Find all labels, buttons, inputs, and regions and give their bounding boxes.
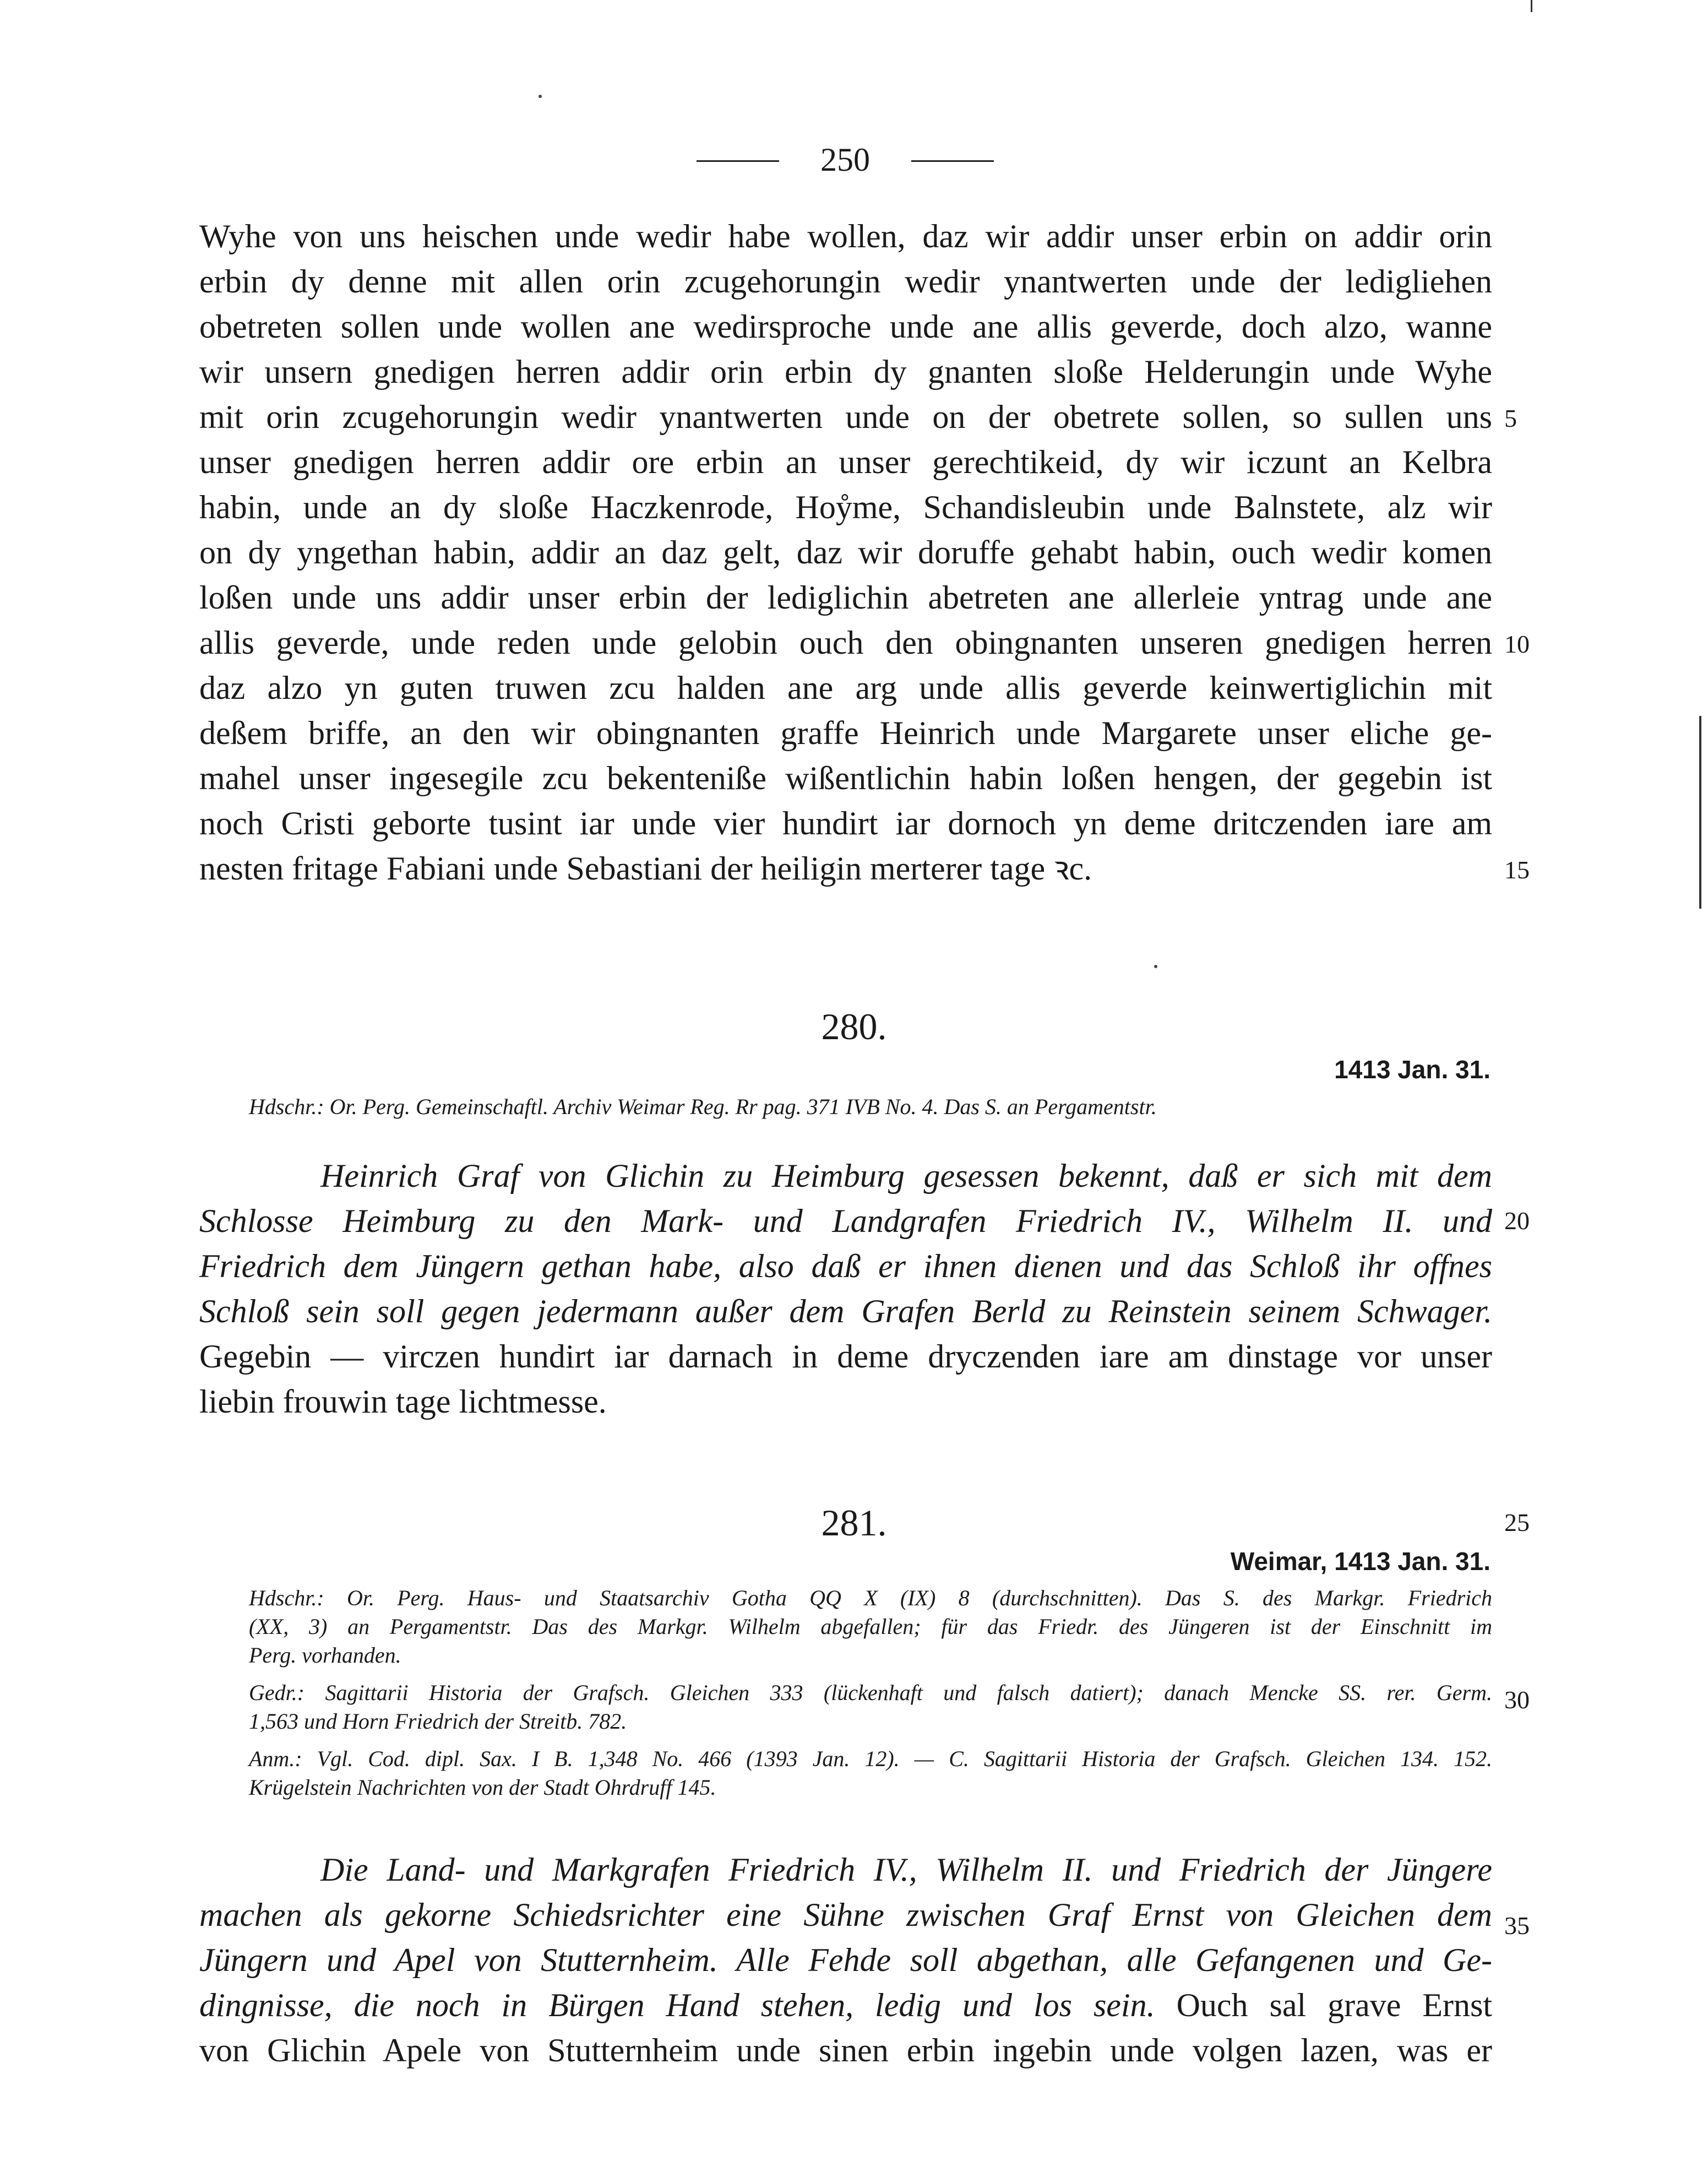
source-notes-281: [249, 1584, 1492, 1811]
document-280-text: [199, 1153, 1492, 1424]
source-entry-gedr: [249, 1679, 1492, 1736]
text-line: deßem briffe, an den wir obingnanten graffe Heinrich unde Margarete unser eliche ge-: [199, 715, 1492, 751]
text-line: nesten fritage Fabiani unde Sebastiani der heiligin merterer tage ꝛc.: [199, 850, 1092, 887]
line-number: 35: [1504, 1912, 1530, 1940]
text-line: liebin frouwin tage lichtmesse.: [199, 1383, 607, 1420]
page-header: [697, 135, 994, 184]
source-entry-hdschr: [249, 1584, 1492, 1670]
source-line: Hdschr.: Or. Perg. Haus- und Staatsarchiv Gotha QQ X (IX) 8 (durchschnitten). Das S. des Markgr. Friedrich: [249, 1585, 1492, 1610]
continuation-text: [199, 214, 1492, 891]
text-line: mahel unser ingesegile zcu bekenteniße wißentlichin habin loßen hengen, der gegebin ist: [199, 760, 1492, 796]
summary-line: Heinrich Graf von Glichin zu Heimburg gesessen bekennt, daß er sich mit dem: [320, 1158, 1492, 1194]
summary-line: Schloß sein soll gegen jedermann außer dem Grafen Berld zu Reinstein seinem Schwager.: [199, 1293, 1492, 1329]
line-number: 30: [1504, 1686, 1530, 1714]
text-line: Wyhe von uns heischen unde wedir habe wollen, daz wir addir unser erbin on addir orin: [199, 218, 1492, 254]
speck: [1154, 965, 1157, 968]
source-entry-anm: [249, 1745, 1492, 1802]
source-note-280: Hdschr.: Or. Perg. Gemeinschaftl. Archiv Weimar Reg. Rr pag. 371 IVB No. 4. Das S. an Pergamentstr.: [249, 1094, 1157, 1119]
text-line: von Glichin Apele von Stutternheim unde sinen erbin ingebin unde volgen lazen, was er: [199, 2032, 1492, 2068]
summary-line: Jüngern und Apel von Stutternheim. Alle Fehde soll abgethan, alle Gefangenen und Ge-: [199, 1942, 1492, 1978]
source-line: 1,563 und Horn Friedrich der Streitb. 782.: [249, 1709, 627, 1734]
source-line: Gedr.: Sagittarii Historia der Grafsch. Gleichen 333 (lückenhaft und falsch datiert); danach Mencke SS. rer. Germ.: [249, 1680, 1492, 1705]
source-line: Perg. vorhanden.: [249, 1643, 401, 1668]
summary-line: Die Land- und Markgrafen Friedrich IV., Wilhelm II. und Friedrich der Jüngere: [320, 1851, 1492, 1888]
text-line: Gegebin — virczen hundirt iar darnach in deme dryczenden iare am dinstage vor unser: [199, 1338, 1492, 1375]
line-number: 10: [1504, 630, 1530, 658]
document-281-text: [199, 1847, 1492, 2073]
line-number: 5: [1504, 404, 1517, 432]
summary-line: machen als gekorne Schiedsrichter eine Sühne zwischen Graf Ernst von Gleichen dem: [199, 1897, 1492, 1933]
document-date-281: Weimar, 1413 Jan. 31.: [1230, 1547, 1491, 1576]
summary-line: dingnisse, die noch in Bürgen Hand stehen, ledig und los sein.: [199, 1987, 1155, 2023]
source-line: (XX, 3) an Pergamentstr. Das des Markgr. Wilhelm abgefallen; für das Friedr. des Jüngeren ist der Einschnitt im: [249, 1614, 1492, 1639]
mixed-line: [199, 1983, 1492, 2028]
text-line: erbin dy denne mit allen orin zcugehorungin wedir ynantwerten unde der ledigliehen: [199, 263, 1492, 300]
line-number: 15: [1504, 856, 1530, 884]
source-line: Krügelstein Nachrichten von der Stadt Ohrdruff 145.: [249, 1775, 716, 1800]
text-line: daz alzo yn guten truwen zcu halden ane arg unde allis geverde keinwertiglichin mit: [199, 670, 1492, 706]
text-line: obetreten sollen unde wollen ane wedirsproche unde ane allis geverde, doch alzo, wanne: [199, 308, 1492, 345]
document-number-280: 280.: [821, 1006, 887, 1047]
summary-line: Schlosse Heimburg zu den Mark- und Landgrafen Friedrich IV., Wilhelm II. und: [199, 1203, 1492, 1239]
page-number: 250: [820, 142, 870, 178]
speck: [538, 95, 542, 98]
document-number-281: 281.: [821, 1502, 887, 1544]
source-line: Anm.: Vgl. Cod. dipl. Sax. I B. 1,348 No. 466 (1393 Jan. 12). — C. Sagittarii Historia der Grafsch. Gleichen 134. 152.: [249, 1746, 1492, 1771]
text-line: on dy yngethan habin, addir an daz gelt, daz wir doruffe gehabt habin, ouch wedir komen: [199, 534, 1492, 571]
text-line: wir unsern gnedigen herren addir orin erbin dy gnanten sloße Helderungin unde Wyhe: [199, 354, 1492, 390]
text-line: noch Cristi geborte tusint iar unde vier hundirt iar dornoch yn deme dritczenden iare am: [199, 805, 1492, 841]
summary-line: Friedrich dem Jüngern gethan habe, also daß er ihnen dienen und das Schloß ihr offnes: [199, 1248, 1492, 1284]
text-line: allis geverde, unde reden unde gelobin ouch den obingnanten unseren gnedigen herren: [199, 625, 1492, 661]
text-line: mit orin zcugehorungin wedir ynantwerten unde on der obetrete sollen, so sullen uns: [199, 399, 1492, 435]
header-rule-right: [911, 160, 994, 162]
document-date-280: 1413 Jan. 31.: [1334, 1055, 1491, 1084]
scan-edge-line: [1699, 716, 1701, 909]
text-line: loßen unde uns addir unser erbin der lediglichin abetreten ane allerleie yntrag unde ane: [199, 579, 1492, 616]
text-line: habin, unde an dy sloße Haczkenrode, Hoẙme, Schandisleubin unde Balnstete, alz wir: [199, 489, 1492, 525]
text-line: unser gnedigen herren addir ore erbin an unser gerechtikeid, dy wir iczunt an Kelbra: [199, 444, 1492, 480]
edge-mark: [1531, 0, 1532, 12]
line-number: 20: [1504, 1207, 1530, 1235]
text-fragment: Ouch sal grave Ernst: [1155, 1987, 1492, 2023]
line-number: 25: [1504, 1508, 1530, 1536]
